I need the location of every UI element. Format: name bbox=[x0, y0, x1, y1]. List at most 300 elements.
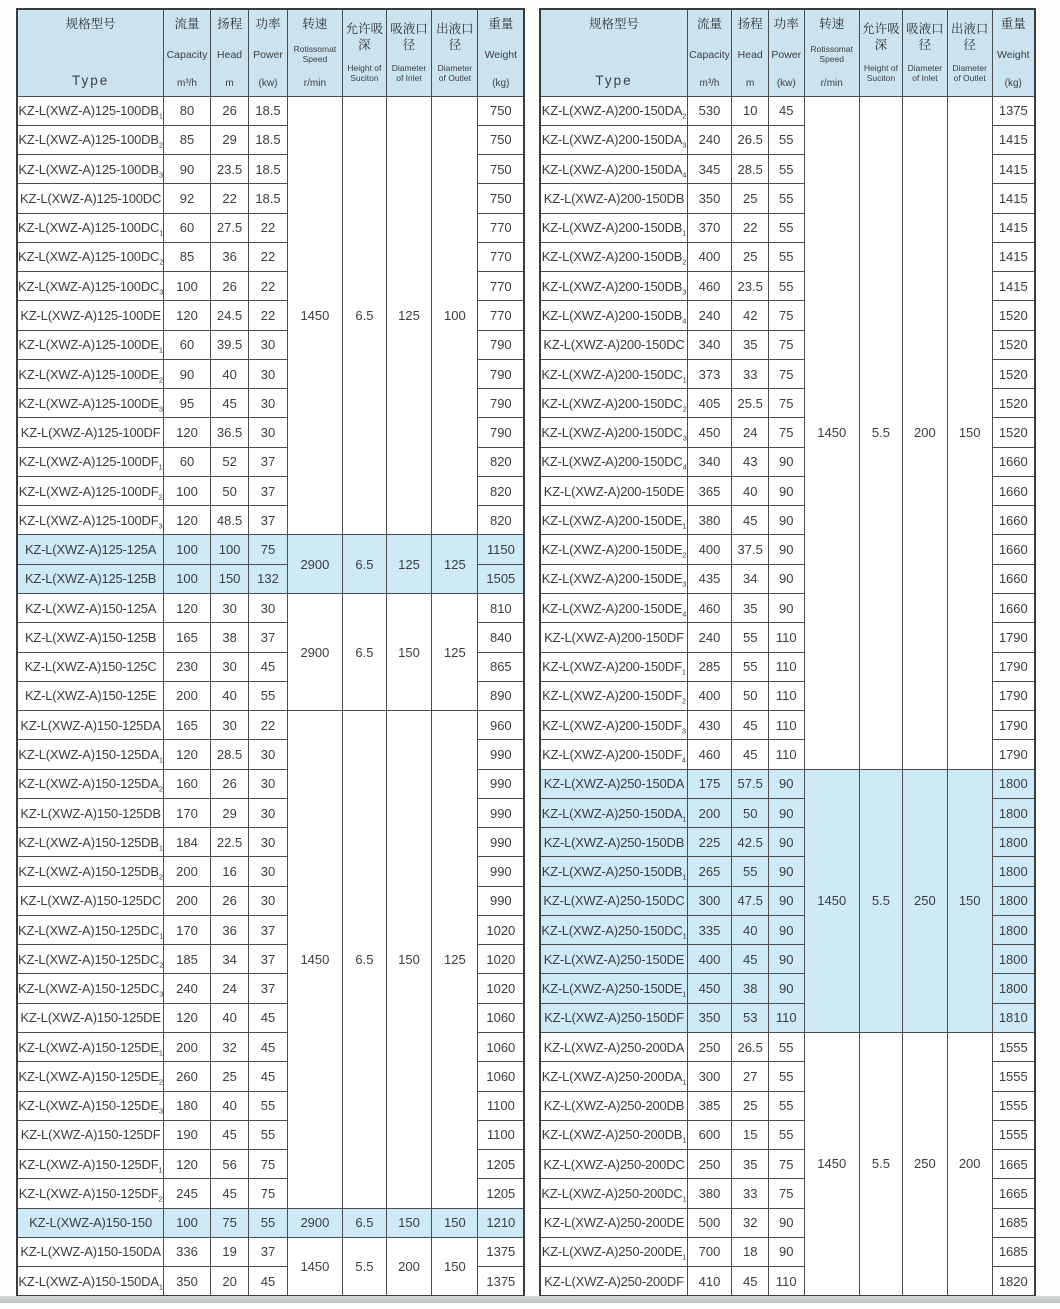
head-cell: 56 bbox=[210, 1150, 249, 1179]
head-cell: 26.5 bbox=[732, 1033, 769, 1062]
capacity-cell: 340 bbox=[687, 330, 732, 359]
type-cell: KZ-L(XWZ-A)200-150DE bbox=[540, 476, 687, 505]
weight-cell: 1800 bbox=[992, 974, 1035, 1003]
capacity-cell: 700 bbox=[687, 1237, 732, 1266]
type-cell: $KZ-L(XWZ-A)200-150DC_4$ bbox=[540, 447, 687, 476]
power-cell: 45 bbox=[769, 96, 805, 125]
head-cell: 52 bbox=[210, 447, 249, 476]
power-cell: 110 bbox=[769, 711, 805, 740]
weight-cell: 1820 bbox=[992, 1267, 1035, 1296]
power-cell: 75 bbox=[249, 1179, 287, 1208]
column-header-power bbox=[249, 9, 287, 96]
capacity-cell: 60 bbox=[164, 330, 211, 359]
head-cell: 28.5 bbox=[732, 155, 769, 184]
header-zh: 流量 bbox=[696, 17, 722, 31]
weight-cell: 1800 bbox=[992, 886, 1035, 915]
capacity-cell: 400 bbox=[687, 681, 732, 710]
header-type-en: Type bbox=[71, 72, 110, 88]
power-cell: 55 bbox=[249, 1208, 287, 1237]
header-content bbox=[288, 10, 343, 96]
type-cell: KZ-L(XWZ-A)250-150DB bbox=[540, 828, 687, 857]
column-header-type bbox=[540, 9, 687, 96]
column-header-inlet-diameter bbox=[386, 9, 432, 96]
capacity-cell: 430 bbox=[687, 711, 732, 740]
weight-cell: 790 bbox=[478, 330, 525, 359]
head-cell: 37.5 bbox=[732, 535, 769, 564]
header-zh: 重量 bbox=[1000, 17, 1026, 31]
head-cell: 40 bbox=[210, 1091, 249, 1120]
power-cell: 90 bbox=[769, 1237, 805, 1266]
power-cell: 30 bbox=[249, 828, 287, 857]
spec-table-body bbox=[540, 96, 1035, 1296]
power-cell: 30 bbox=[249, 330, 287, 359]
type-cell: $KZ-L(XWZ-A)150-125DC_3$ bbox=[17, 974, 164, 1003]
capacity-cell: 350 bbox=[687, 184, 732, 213]
type-subscript: 1 bbox=[682, 375, 687, 385]
type-cell: $KZ-L(XWZ-A)150-125DA_2$ bbox=[17, 769, 164, 798]
capacity-cell: 245 bbox=[164, 1179, 211, 1208]
capacity-cell: 120 bbox=[164, 594, 211, 623]
suction-height-cell: 6.5 bbox=[343, 535, 386, 594]
weight-cell: 1150 bbox=[478, 535, 525, 564]
capacity-cell: 100 bbox=[164, 272, 211, 301]
type-cell: $KZ-L(XWZ-A)250-200DA_1$ bbox=[540, 1062, 687, 1091]
column-header-capacity bbox=[687, 9, 732, 96]
weight-cell: 1660 bbox=[992, 535, 1035, 564]
weight-cell: 1660 bbox=[992, 594, 1035, 623]
outlet-diameter-cell: 200 bbox=[947, 1033, 992, 1296]
weight-cell: 1790 bbox=[992, 740, 1035, 769]
head-cell: 25.5 bbox=[732, 389, 769, 418]
head-cell: 45 bbox=[210, 1179, 249, 1208]
head-cell: 23.5 bbox=[210, 155, 249, 184]
inlet-diameter-cell: 125 bbox=[386, 96, 432, 535]
header-en: Rotissomat Speed bbox=[810, 44, 853, 65]
header-type-content bbox=[541, 10, 686, 96]
type-cell: KZ-L(XWZ-A)250-150DF bbox=[540, 1003, 687, 1032]
weight-cell: 990 bbox=[478, 798, 525, 827]
header-unit: (kg) bbox=[492, 77, 510, 89]
capacity-cell: 100 bbox=[164, 564, 211, 593]
type-cell: $KZ-L(XWZ-A)200-150DF_4$ bbox=[540, 740, 687, 769]
type-cell: KZ-L(XWZ-A)250-200DB bbox=[540, 1091, 687, 1120]
capacity-cell: 240 bbox=[687, 623, 732, 652]
speed-cell: 1450 bbox=[804, 1033, 859, 1296]
type-subscript: 4 bbox=[682, 462, 687, 472]
type-subscript: 3 bbox=[682, 579, 687, 589]
type-subscript: 1 bbox=[682, 228, 687, 238]
inlet-diameter-cell: 150 bbox=[386, 594, 432, 711]
capacity-cell: 85 bbox=[164, 242, 211, 271]
header-en: Diameter of Inlet bbox=[391, 62, 427, 83]
weight-cell: 1060 bbox=[478, 1033, 525, 1062]
type-cell: KZ-L(XWZ-A)250-200DA bbox=[540, 1033, 687, 1062]
type-cell: $KZ-L(XWZ-A)250-200DE_1$ bbox=[540, 1237, 687, 1266]
header-content bbox=[432, 10, 477, 96]
capacity-cell: 450 bbox=[687, 418, 732, 447]
header-unit: m bbox=[746, 77, 755, 89]
header-en: Capacity bbox=[166, 49, 208, 62]
outlet-diameter-cell: 125 bbox=[432, 535, 478, 594]
capacity-cell: 200 bbox=[687, 798, 732, 827]
type-subscript: 3 bbox=[681, 726, 686, 736]
head-cell: 45 bbox=[732, 711, 769, 740]
head-cell: 40 bbox=[210, 681, 249, 710]
outlet-diameter-cell: 150 bbox=[947, 96, 992, 769]
spec-table-head bbox=[17, 9, 524, 96]
power-cell: 75 bbox=[769, 389, 805, 418]
type-cell: $KZ-L(XWZ-A)125-100DE_2$ bbox=[17, 359, 164, 388]
header-content bbox=[478, 10, 523, 96]
header-zh: 扬程 bbox=[217, 17, 243, 31]
speed-cell: 2900 bbox=[287, 535, 343, 594]
type-cell: $KZ-L(XWZ-A)200-150DF_2$ bbox=[540, 681, 687, 710]
header-zh: 吸液口径 bbox=[906, 22, 944, 52]
column-header-inlet-diameter bbox=[902, 9, 947, 96]
header-unit: r/min bbox=[303, 77, 327, 89]
type-cell: KZ-L(XWZ-A)150-125DA bbox=[17, 711, 164, 740]
head-cell: 57.5 bbox=[732, 769, 769, 798]
table-row hl-row bbox=[540, 769, 1035, 798]
power-cell: 110 bbox=[769, 1267, 805, 1296]
head-cell: 55 bbox=[732, 623, 769, 652]
weight-cell: 1375 bbox=[478, 1237, 525, 1266]
inlet-diameter-cell: 200 bbox=[386, 1237, 432, 1296]
power-cell: 37 bbox=[249, 447, 287, 476]
head-cell: 45 bbox=[210, 389, 249, 418]
weight-cell: 1060 bbox=[478, 1062, 525, 1091]
inlet-diameter-cell: 250 bbox=[902, 769, 947, 1032]
header-en: Head bbox=[737, 49, 763, 62]
type-subscript: 2 bbox=[159, 960, 164, 970]
weight-cell: 1800 bbox=[992, 828, 1035, 857]
weight-cell: 820 bbox=[478, 506, 525, 535]
inlet-diameter-cell: 150 bbox=[386, 711, 432, 1209]
weight-cell: 790 bbox=[478, 359, 525, 388]
table-row bbox=[17, 1237, 524, 1266]
weight-cell: 1020 bbox=[478, 915, 525, 944]
header-unit: m³/h bbox=[176, 77, 197, 89]
capacity-cell: 350 bbox=[164, 1267, 211, 1296]
capacity-cell: 170 bbox=[164, 798, 211, 827]
type-subscript: 1 bbox=[682, 989, 687, 999]
weight-cell: 1790 bbox=[992, 711, 1035, 740]
type-cell: $KZ-L(XWZ-A)200-150DA_2$ bbox=[540, 96, 687, 125]
type-cell: $KZ-L(XWZ-A)200-150DA_3$ bbox=[540, 125, 687, 154]
type-subscript: 1 bbox=[158, 843, 163, 853]
spec-table-left bbox=[16, 8, 525, 1297]
type-cell: $KZ-L(XWZ-A)250-200DB_1$ bbox=[540, 1120, 687, 1149]
suction-height-cell: 5.5 bbox=[859, 1033, 902, 1296]
power-cell: 45 bbox=[249, 1003, 287, 1032]
power-cell: 90 bbox=[769, 915, 805, 944]
power-cell: 55 bbox=[769, 213, 805, 242]
capacity-cell: 184 bbox=[164, 828, 211, 857]
type-subscript: 3 bbox=[682, 433, 687, 443]
head-cell: 36 bbox=[210, 915, 249, 944]
table-row hl-row bbox=[17, 1208, 524, 1237]
weight-cell: 1375 bbox=[992, 96, 1035, 125]
weight-cell: 1685 bbox=[992, 1208, 1035, 1237]
capacity-cell: 180 bbox=[164, 1091, 211, 1120]
weight-cell: 1505 bbox=[478, 564, 525, 593]
weight-cell: 1415 bbox=[992, 242, 1035, 271]
weight-cell: 750 bbox=[478, 184, 525, 213]
capacity-cell: 345 bbox=[687, 155, 732, 184]
head-cell: 10 bbox=[732, 96, 769, 125]
head-cell: 45 bbox=[210, 1120, 249, 1149]
power-cell: 75 bbox=[249, 1150, 287, 1179]
type-cell: $KZ-L(XWZ-A)125-100DF_2$ bbox=[17, 476, 164, 505]
weight-cell: 1800 bbox=[992, 915, 1035, 944]
weight-cell: 1555 bbox=[992, 1091, 1035, 1120]
type-subscript: 2 bbox=[682, 404, 687, 414]
header-zh: 扬程 bbox=[737, 17, 763, 31]
power-cell: 90 bbox=[769, 535, 805, 564]
power-cell: 90 bbox=[769, 447, 805, 476]
type-cell: $KZ-L(XWZ-A)200-150DB_2$ bbox=[540, 242, 687, 271]
power-cell: 30 bbox=[249, 886, 287, 915]
type-cell: $KZ-L(XWZ-A)150-125DE_2$ bbox=[17, 1062, 164, 1091]
power-cell: 90 bbox=[769, 828, 805, 857]
type-cell: $KZ-L(XWZ-A)150-125DB_1$ bbox=[17, 828, 164, 857]
power-cell: 37 bbox=[249, 1237, 287, 1266]
suction-height-cell: 6.5 bbox=[343, 594, 386, 711]
speed-cell: 2900 bbox=[287, 594, 343, 711]
power-cell: 90 bbox=[769, 857, 805, 886]
head-cell: 24 bbox=[732, 418, 769, 447]
suction-height-cell: 5.5 bbox=[859, 769, 902, 1032]
header-type-content bbox=[18, 10, 163, 96]
head-cell: 29 bbox=[210, 125, 249, 154]
head-cell: 50 bbox=[732, 798, 769, 827]
head-cell: 45 bbox=[732, 740, 769, 769]
type-cell: $KZ-L(XWZ-A)125-100DE_1$ bbox=[17, 330, 164, 359]
weight-cell: 1685 bbox=[992, 1237, 1035, 1266]
capacity-cell: 120 bbox=[164, 301, 211, 330]
weight-cell: 790 bbox=[478, 389, 525, 418]
type-subscript: 1 bbox=[681, 667, 686, 677]
weight-cell: 990 bbox=[478, 769, 525, 798]
capacity-cell: 90 bbox=[164, 155, 211, 184]
inlet-diameter-cell: 150 bbox=[386, 1208, 432, 1237]
weight-cell: 890 bbox=[478, 681, 525, 710]
capacity-cell: 530 bbox=[687, 96, 732, 125]
head-cell: 34 bbox=[210, 945, 249, 974]
head-cell: 25 bbox=[210, 1062, 249, 1091]
type-subscript: 1 bbox=[158, 111, 163, 121]
power-cell: 18.5 bbox=[249, 155, 287, 184]
column-header-speed bbox=[287, 9, 343, 96]
capacity-cell: 400 bbox=[687, 535, 732, 564]
power-cell: 75 bbox=[769, 1150, 805, 1179]
power-cell: 90 bbox=[769, 476, 805, 505]
weight-cell: 1800 bbox=[992, 945, 1035, 974]
capacity-cell: 300 bbox=[687, 886, 732, 915]
spec-table-body bbox=[17, 96, 524, 1296]
head-cell: 45 bbox=[732, 945, 769, 974]
type-subscript: 3 bbox=[158, 170, 163, 180]
header-unit: (kw) bbox=[776, 77, 796, 89]
capacity-cell: 100 bbox=[164, 1208, 211, 1237]
power-cell: 22 bbox=[249, 242, 287, 271]
capacity-cell: 373 bbox=[687, 359, 732, 388]
type-subscript: 1 bbox=[158, 755, 163, 765]
capacity-cell: 250 bbox=[687, 1033, 732, 1062]
type-cell: KZ-L(XWZ-A)125-125B bbox=[17, 564, 164, 593]
power-cell: 55 bbox=[769, 184, 805, 213]
column-header-weight bbox=[992, 9, 1035, 96]
power-cell: 75 bbox=[249, 535, 287, 564]
header-zh: 转速 bbox=[302, 17, 328, 31]
header-en: Capacity bbox=[689, 49, 730, 62]
header-content bbox=[993, 10, 1034, 96]
capacity-cell: 335 bbox=[687, 915, 732, 944]
weight-cell: 1660 bbox=[992, 476, 1035, 505]
weight-cell: 790 bbox=[478, 418, 525, 447]
weight-cell: 770 bbox=[478, 213, 525, 242]
type-subscript: 2 bbox=[681, 697, 686, 707]
speed-cell: 1450 bbox=[287, 1237, 343, 1296]
suction-height-cell: 6.5 bbox=[343, 96, 386, 535]
type-cell: $KZ-L(XWZ-A)200-150DF_3$ bbox=[540, 711, 687, 740]
type-cell: $KZ-L(XWZ-A)150-125DC_2$ bbox=[17, 945, 164, 974]
header-zh: 重量 bbox=[488, 17, 514, 31]
head-cell: 100 bbox=[210, 535, 249, 564]
head-cell: 40 bbox=[732, 915, 769, 944]
head-cell: 25 bbox=[732, 184, 769, 213]
power-cell: 37 bbox=[249, 476, 287, 505]
weight-cell: 990 bbox=[478, 828, 525, 857]
type-subscript: 1 bbox=[682, 1077, 687, 1087]
header-unit: m bbox=[225, 77, 234, 89]
header-content bbox=[948, 10, 992, 96]
power-cell: 75 bbox=[769, 1179, 805, 1208]
header-content bbox=[164, 10, 210, 96]
weight-cell: 820 bbox=[478, 447, 525, 476]
type-cell: $KZ-L(XWZ-A)125-100DB_3$ bbox=[17, 155, 164, 184]
header-en: Diameter of Inlet bbox=[907, 62, 943, 83]
type-cell: KZ-L(XWZ-A)125-100DE bbox=[17, 301, 164, 330]
capacity-cell: 200 bbox=[164, 1033, 211, 1062]
type-cell: KZ-L(XWZ-A)250-150DE bbox=[540, 945, 687, 974]
type-subscript: 3 bbox=[159, 989, 164, 999]
capacity-cell: 600 bbox=[687, 1120, 732, 1149]
power-cell: 45 bbox=[249, 1033, 287, 1062]
capacity-cell: 100 bbox=[164, 535, 211, 564]
outlet-diameter-cell: 100 bbox=[432, 96, 478, 535]
power-cell: 18.5 bbox=[249, 184, 287, 213]
capacity-cell: 120 bbox=[164, 418, 211, 447]
capacity-cell: 165 bbox=[164, 711, 211, 740]
head-cell: 40 bbox=[732, 476, 769, 505]
head-cell: 36 bbox=[210, 242, 249, 271]
weight-cell: 1415 bbox=[992, 272, 1035, 301]
weight-cell: 1800 bbox=[992, 769, 1035, 798]
header-unit: r/min bbox=[820, 77, 843, 89]
column-header-suction-height bbox=[343, 9, 386, 96]
power-cell: 45 bbox=[249, 1267, 287, 1296]
head-cell: 18 bbox=[732, 1237, 769, 1266]
head-cell: 32 bbox=[210, 1033, 249, 1062]
type-cell: KZ-L(XWZ-A)150-125E bbox=[17, 681, 164, 710]
head-cell: 35 bbox=[732, 1150, 769, 1179]
header-en: Power bbox=[771, 49, 802, 62]
header-unit: (kg) bbox=[1004, 77, 1022, 89]
type-cell: $KZ-L(XWZ-A)125-100DC_3$ bbox=[17, 272, 164, 301]
weight-cell: 990 bbox=[478, 886, 525, 915]
header-zh: 出液口径 bbox=[950, 22, 989, 52]
spec-table-right bbox=[539, 8, 1036, 1297]
type-cell: $KZ-L(XWZ-A)200-150DE_3$ bbox=[540, 564, 687, 593]
type-cell: $KZ-L(XWZ-A)200-150DE_2$ bbox=[540, 535, 687, 564]
head-cell: 22 bbox=[732, 213, 769, 242]
type-cell: KZ-L(XWZ-A)150-125DC bbox=[17, 886, 164, 915]
capacity-cell: 435 bbox=[687, 564, 732, 593]
weight-cell: 770 bbox=[478, 301, 525, 330]
type-cell: $KZ-L(XWZ-A)150-125DF_1$ bbox=[17, 1150, 164, 1179]
type-cell: KZ-L(XWZ-A)150-125DB bbox=[17, 798, 164, 827]
speed-cell: 1450 bbox=[287, 96, 343, 535]
weight-cell: 1800 bbox=[992, 857, 1035, 886]
type-cell: $KZ-L(XWZ-A)200-150DC_1$ bbox=[540, 359, 687, 388]
header-zh: 转速 bbox=[819, 17, 845, 31]
head-cell: 20 bbox=[210, 1267, 249, 1296]
power-cell: 37 bbox=[249, 945, 287, 974]
power-cell: 110 bbox=[769, 681, 805, 710]
header-en: Weight bbox=[997, 49, 1030, 62]
type-subscript: 2 bbox=[158, 1077, 163, 1087]
column-header-head bbox=[210, 9, 249, 96]
capacity-cell: 185 bbox=[164, 945, 211, 974]
weight-cell: 1800 bbox=[992, 798, 1035, 827]
head-cell: 26 bbox=[210, 96, 249, 125]
capacity-cell: 460 bbox=[687, 594, 732, 623]
type-cell: $KZ-L(XWZ-A)250-150DB_1$ bbox=[540, 857, 687, 886]
suction-height-cell: 6.5 bbox=[343, 1208, 386, 1237]
weight-cell: 1790 bbox=[992, 623, 1035, 652]
capacity-cell: 225 bbox=[687, 828, 732, 857]
header-content bbox=[343, 10, 385, 96]
type-cell: $KZ-L(XWZ-A)150-125DA_1$ bbox=[17, 740, 164, 769]
head-cell: 48.5 bbox=[210, 506, 249, 535]
type-subscript: 3 bbox=[158, 1106, 163, 1116]
header-row bbox=[17, 9, 524, 96]
header-en: Diameter of Outlet bbox=[952, 62, 987, 83]
power-cell: 45 bbox=[249, 1062, 287, 1091]
header-content bbox=[860, 10, 902, 96]
type-cell: KZ-L(XWZ-A)200-150DF bbox=[540, 623, 687, 652]
capacity-cell: 92 bbox=[164, 184, 211, 213]
table-row hl-row bbox=[17, 535, 524, 564]
suction-height-cell: 5.5 bbox=[343, 1237, 386, 1296]
column-header-outlet-diameter bbox=[947, 9, 992, 96]
weight-cell: 840 bbox=[478, 623, 525, 652]
power-cell: 75 bbox=[769, 359, 805, 388]
power-cell: 90 bbox=[769, 886, 805, 915]
type-subscript: 2 bbox=[158, 1194, 163, 1204]
weight-cell: 990 bbox=[478, 740, 525, 769]
type-cell: $KZ-L(XWZ-A)200-150DB_4$ bbox=[540, 301, 687, 330]
type-subscript: 1 bbox=[682, 1253, 687, 1263]
power-cell: 30 bbox=[249, 857, 287, 886]
type-subscript: 1 bbox=[159, 228, 164, 238]
head-cell: 29 bbox=[210, 798, 249, 827]
weight-cell: 750 bbox=[478, 125, 525, 154]
type-subscript: 3 bbox=[158, 521, 163, 531]
header-en: Weight bbox=[484, 49, 518, 62]
capacity-cell: 120 bbox=[164, 506, 211, 535]
